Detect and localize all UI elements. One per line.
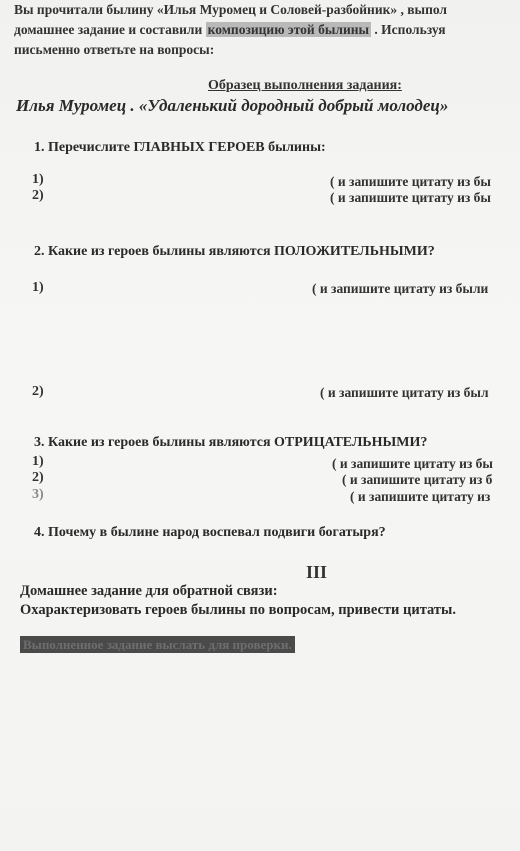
q3-item-2-num: 2)	[32, 470, 44, 485]
q3-item-2-quote: ( и запишите цитату из б	[342, 472, 493, 487]
intro-line-2-start: домашнее задание и составили	[14, 22, 206, 37]
question-4-title: 4. Почему в былине народ воспевал подвиги богатыря?	[34, 525, 386, 540]
question-3-title: 3. Какие из героев былины являются ОТРИЦАТЕЛЬНЫМИ?	[34, 435, 428, 450]
q2-item-1-num: 1)	[32, 280, 44, 295]
intro-line-2-highlight: композицию этой былины	[207, 22, 370, 37]
homework-line-2: Охарактеризовать героев былины по вопросам, привести цитаты.	[20, 602, 456, 618]
question-2-title: 2. Какие из героев былины являются ПОЛОЖИТЕЛЬНЫМИ?	[34, 244, 435, 259]
q1-item-2-quote: ( и запишите цитату из бы	[330, 190, 491, 205]
homework-line-1: Домашнее задание для обратной связи:	[20, 583, 278, 599]
q3-item-3-num: 3)	[32, 487, 44, 502]
roman-numeral: III	[306, 562, 328, 582]
q1-item-2-num: 2)	[32, 188, 44, 203]
q1-item-1-quote: ( и запишите цитату из бы	[330, 174, 491, 189]
question-1-title: 1. Перечислите ГЛАВНЫХ ГЕРОЕВ былины:	[34, 140, 326, 155]
q1-item-1-num: 1)	[32, 172, 44, 187]
intro-line-2	[14, 22, 446, 38]
intro-line-1: Вы прочитали былину «Илья Муромец и Соловей-разбойник» , выпол	[14, 2, 448, 17]
q3-item-1-num: 1)	[32, 454, 44, 469]
q3-item-3-quote: ( и запишите цитату из	[350, 489, 491, 504]
intro-line-3: письменно ответьте на вопросы:	[14, 42, 215, 57]
sample-heading: Образец выполнения задания:	[208, 78, 402, 93]
q3-item-1-quote: ( и запишите цитату из бы	[332, 456, 493, 471]
send-note	[20, 637, 295, 653]
subtitle: Илья Муромец . «Удаленький дородный добрый молодец»	[16, 96, 449, 115]
q2-item-2-quote: ( и запишите цитату из был	[320, 385, 489, 400]
send-note-text: Выполненное задание выслать для проверки.	[20, 636, 295, 653]
intro-line-2-end: . Используя	[371, 22, 446, 37]
q2-item-2-num: 2)	[32, 384, 44, 399]
q2-item-1-quote: ( и запишите цитату из были	[312, 281, 489, 296]
